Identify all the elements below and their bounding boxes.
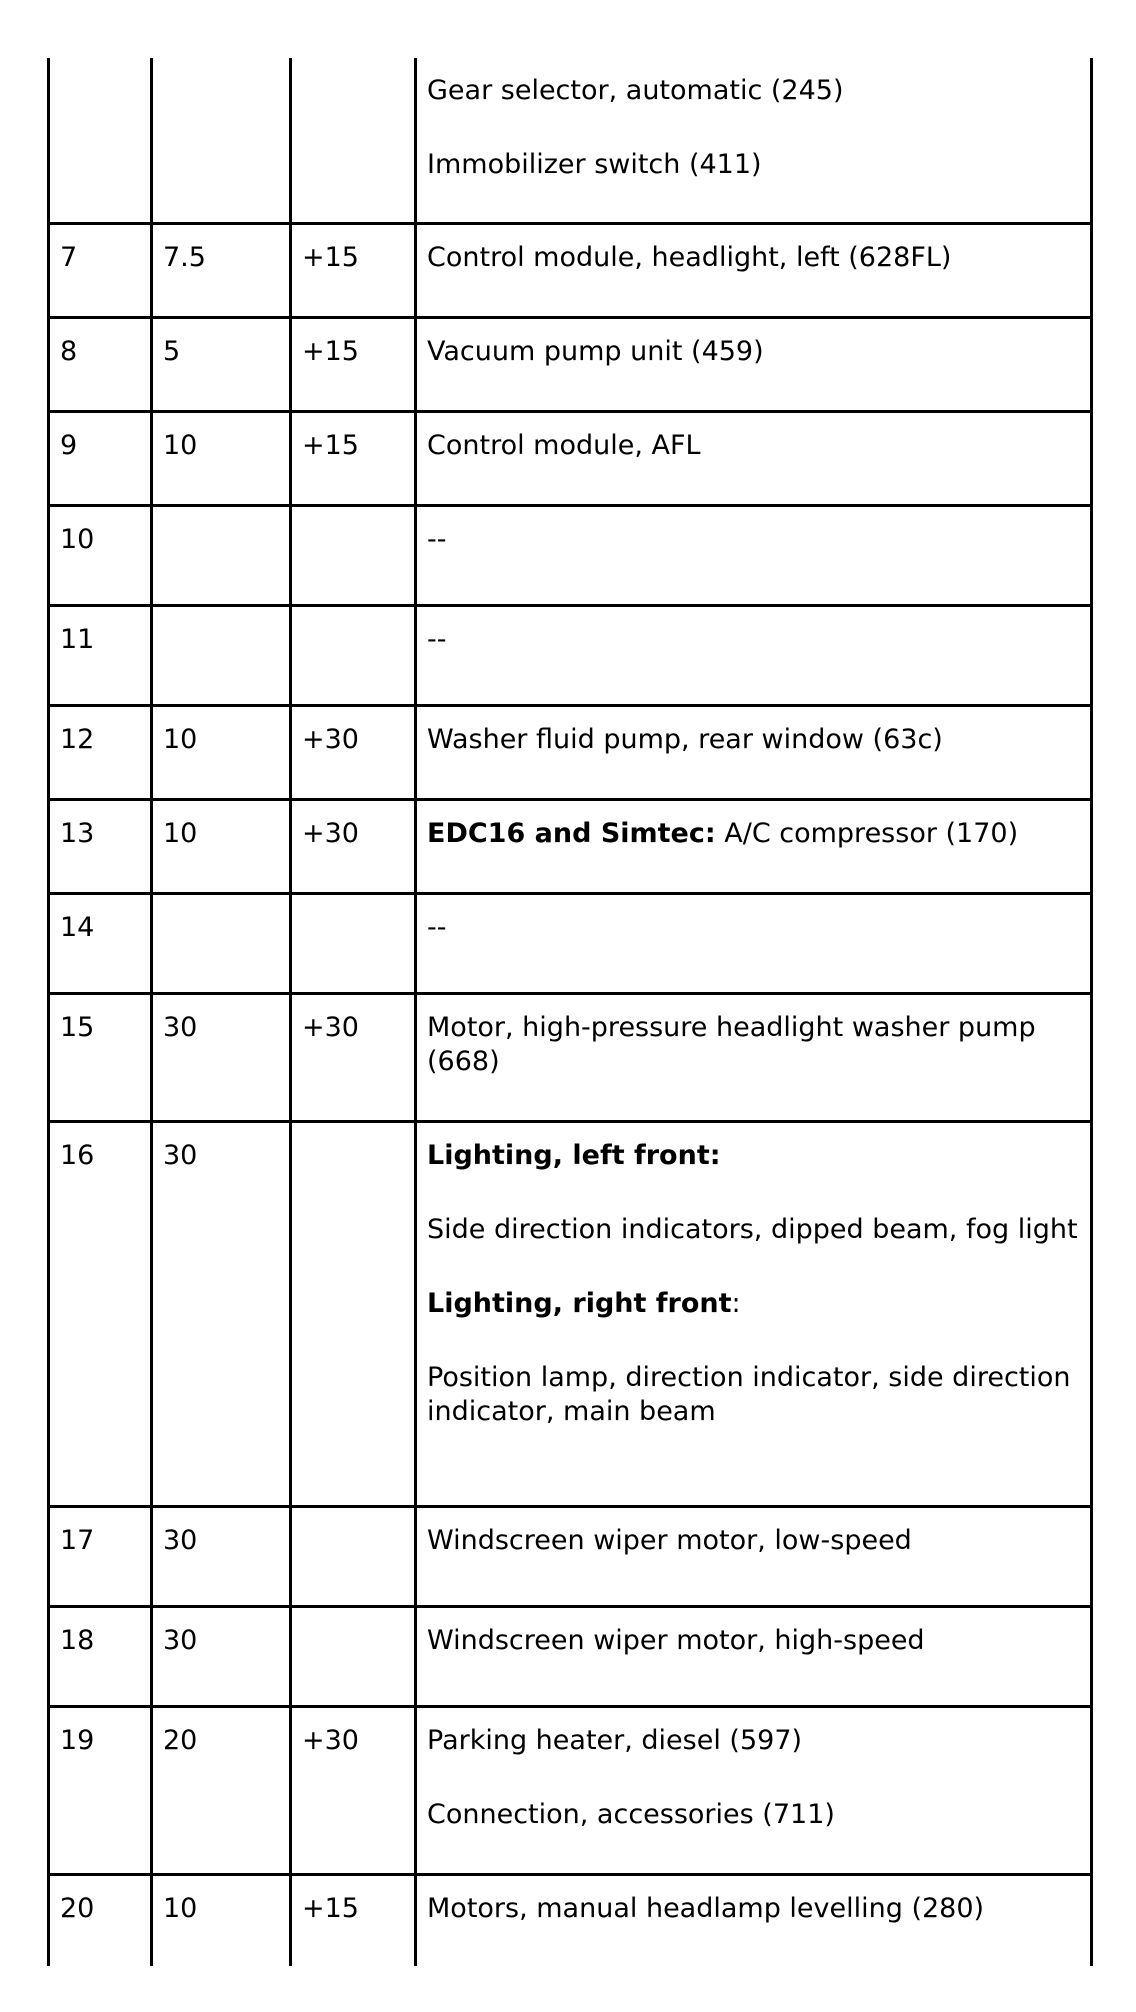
table-row: [47, 801, 1093, 895]
description-line: [427, 241, 1082, 275]
amperage-cell: 10: [150, 707, 289, 798]
amperage-cell: 10: [150, 801, 289, 892]
description-cell: [414, 507, 1093, 604]
amperage-cell: 30: [150, 1508, 289, 1605]
fuse-number-cell: 15: [47, 995, 150, 1120]
description-line: [427, 523, 1082, 557]
table-row: [47, 607, 1093, 707]
circuit-cell: +15: [289, 319, 414, 410]
table-row: [47, 225, 1093, 319]
amperage-cell: [150, 58, 289, 222]
description-line: [427, 911, 1082, 945]
table-row: [47, 1123, 1093, 1508]
description-text: Windscreen wiper motor, low-speed: [427, 1525, 912, 1556]
circuit-cell: [289, 895, 414, 992]
description-line: [427, 1213, 1082, 1247]
description-text: Immobilizer switch (411): [427, 149, 762, 180]
description-cell: [414, 1876, 1093, 1966]
table-row: [47, 1876, 1093, 1966]
table-row: [47, 707, 1093, 801]
fuse-number-cell: 19: [47, 1708, 150, 1873]
description-cell: [414, 707, 1093, 798]
description-cell: [414, 1508, 1093, 1605]
description-line: [427, 429, 1082, 463]
description-line: [427, 1892, 1082, 1926]
amperage-cell: 30: [150, 1608, 289, 1705]
description-text: Connection, accessories (711): [427, 1799, 835, 1830]
description-text: Washer fluid pump, rear window (63c): [427, 724, 943, 755]
fuse-number-cell: 14: [47, 895, 150, 992]
fuse-number-cell: 11: [47, 607, 150, 704]
description-text: Control module, AFL: [427, 430, 701, 461]
amperage-cell: [150, 507, 289, 604]
description-line: [427, 1524, 1082, 1558]
description-cell: [414, 1608, 1093, 1705]
description-text: Windscreen wiper motor, high-speed: [427, 1625, 925, 1656]
description-cell: [414, 1123, 1093, 1505]
circuit-cell: [289, 507, 414, 604]
fuse-number-cell: 17: [47, 1508, 150, 1605]
bold-label: Lighting, left front:: [427, 1140, 721, 1171]
description-text: Side direction indicators, dipped beam, fog light: [427, 1214, 1078, 1245]
description-text: Parking heater, diesel (597): [427, 1725, 803, 1756]
description-line: [427, 1011, 1082, 1079]
circuit-cell: [289, 1608, 414, 1705]
description-text: Control module, headlight, left (628FL): [427, 242, 952, 273]
amperage-cell: 20: [150, 1708, 289, 1873]
circuit-cell: [289, 1123, 414, 1505]
description-text: Motor, high-pressure headlight washer pump (668): [427, 1012, 1036, 1077]
description-text: A/C compressor (170): [715, 818, 1019, 849]
amperage-cell: 5: [150, 319, 289, 410]
amperage-cell: [150, 895, 289, 992]
description-line: [427, 1287, 1082, 1321]
circuit-cell: +30: [289, 707, 414, 798]
fuse-table: [47, 58, 1093, 1966]
circuit-cell: +30: [289, 995, 414, 1120]
description-cell: [414, 801, 1093, 892]
description-cell: [414, 995, 1093, 1120]
fuse-number-cell: 7: [47, 225, 150, 316]
description-line: [427, 623, 1082, 657]
circuit-cell: +15: [289, 1876, 414, 1966]
amperage-cell: 30: [150, 1123, 289, 1505]
description-text: :: [731, 1288, 741, 1319]
description-line: [427, 148, 1082, 182]
fuse-number-cell: 16: [47, 1123, 150, 1505]
amperage-cell: [150, 607, 289, 704]
circuit-cell: +15: [289, 225, 414, 316]
circuit-cell: [289, 58, 414, 222]
description-line: [427, 335, 1082, 369]
circuit-cell: [289, 1508, 414, 1605]
description-text: Gear selector, automatic (245): [427, 75, 844, 106]
description-line: [427, 1724, 1082, 1758]
table-row: [47, 58, 1093, 225]
table-row: [47, 995, 1093, 1123]
fuse-number-cell: 10: [47, 507, 150, 604]
amperage-cell: 7.5: [150, 225, 289, 316]
table-row: [47, 1508, 1093, 1608]
description-text: --: [427, 524, 447, 555]
fuse-number-cell: 8: [47, 319, 150, 410]
description-text: Motors, manual headlamp levelling (280): [427, 1893, 985, 1924]
fuse-number-cell: [47, 58, 150, 222]
bold-label: EDC16 and Simtec:: [427, 818, 716, 849]
description-line: [427, 74, 1082, 108]
amperage-cell: 10: [150, 413, 289, 504]
fuse-number-cell: 12: [47, 707, 150, 798]
description-line: [427, 1361, 1082, 1429]
amperage-cell: 10: [150, 1876, 289, 1966]
table-row: [47, 507, 1093, 607]
description-line: [427, 1139, 1082, 1173]
circuit-cell: +30: [289, 801, 414, 892]
description-cell: [414, 1708, 1093, 1873]
table-row: [47, 413, 1093, 507]
circuit-cell: +15: [289, 413, 414, 504]
table-row: [47, 895, 1093, 995]
table-row: [47, 1608, 1093, 1708]
description-line: [427, 817, 1082, 851]
amperage-cell: 30: [150, 995, 289, 1120]
description-line: [427, 1624, 1082, 1658]
description-text: Position lamp, direction indicator, side direction indicator, main beam: [427, 1362, 1071, 1427]
description-cell: [414, 895, 1093, 992]
circuit-cell: +30: [289, 1708, 414, 1873]
fuse-number-cell: 13: [47, 801, 150, 892]
description-cell: [414, 319, 1093, 410]
fuse-number-cell: 9: [47, 413, 150, 504]
description-text: Vacuum pump unit (459): [427, 336, 764, 367]
table-row: [47, 1708, 1093, 1876]
description-cell: [414, 225, 1093, 316]
bold-label: Lighting, right front: [427, 1288, 732, 1319]
table-row: [47, 319, 1093, 413]
fuse-number-cell: 20: [47, 1876, 150, 1966]
description-cell: [414, 607, 1093, 704]
description-text: --: [427, 912, 447, 943]
fuse-number-cell: 18: [47, 1608, 150, 1705]
description-line: [427, 723, 1082, 757]
circuit-cell: [289, 607, 414, 704]
description-text: --: [427, 624, 447, 655]
description-line: [427, 1798, 1082, 1832]
description-cell: [414, 58, 1093, 222]
description-cell: [414, 413, 1093, 504]
